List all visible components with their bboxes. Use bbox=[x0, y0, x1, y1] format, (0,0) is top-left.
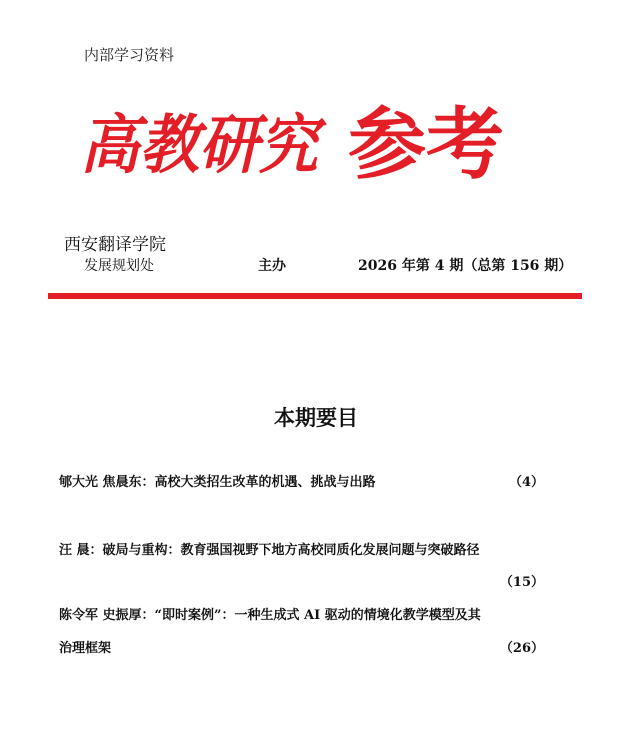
masthead-title-left: 高教研究 bbox=[80, 108, 328, 183]
toc-entry-3-page: （26） bbox=[499, 641, 544, 656]
toc-entry-3-title[interactable]: 陈令军 史振厚：“即时案例”：一种生成式 AI 驱动的情境化教学模型及其 bbox=[59, 608, 481, 623]
toc-entry-2-page: （15） bbox=[499, 575, 544, 590]
toc-title: 本期要目 bbox=[274, 406, 358, 430]
masthead-title-right: 参考 bbox=[348, 100, 504, 187]
toc-entry-3-title-continued[interactable]: 治理框架 bbox=[59, 641, 112, 656]
organization-name: 西安翻译学院 bbox=[64, 235, 166, 255]
issue-number: 2026 年第 4 期（总第 156 期） bbox=[358, 258, 573, 274]
organization-department: 发展规划处 bbox=[84, 258, 154, 274]
internal-material-label: 内部学习资料 bbox=[84, 46, 175, 64]
toc-entry-2-title[interactable]: 汪 晨：破局与重构：教育强国视野下地方高校同质化发展问题与突破路径 bbox=[59, 543, 480, 558]
masthead-logo bbox=[80, 95, 520, 187]
host-label: 主办 bbox=[258, 258, 286, 274]
toc-entry-1-page: （4） bbox=[508, 475, 544, 490]
masthead-divider bbox=[48, 293, 582, 299]
toc-entry-1-title[interactable]: 郇大光 焦晨东：高校大类招生改革的机遇、挑战与出路 bbox=[59, 475, 376, 490]
